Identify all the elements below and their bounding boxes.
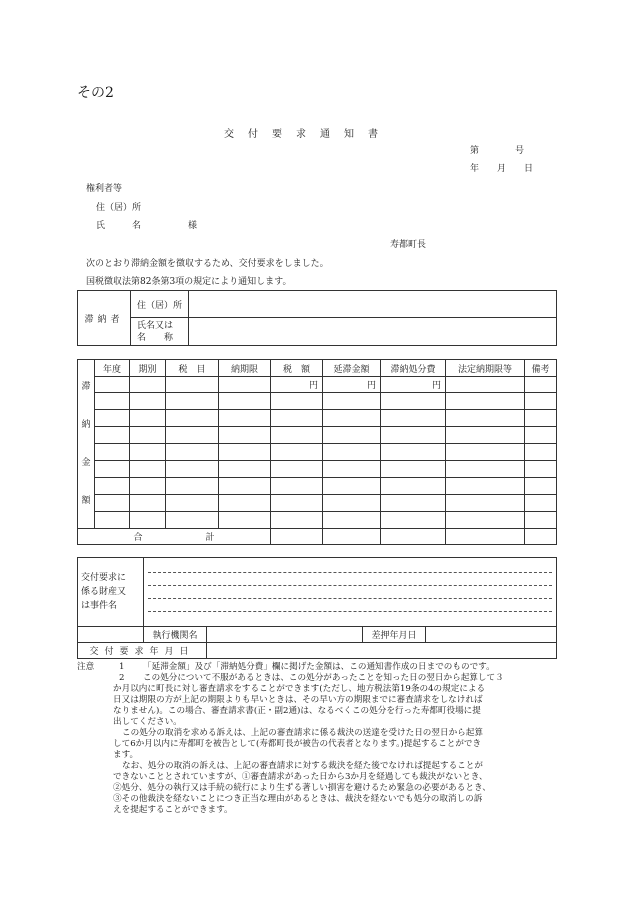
note-2-line-4: なりません)。この場合、審査請求書(正・副2通)は、なるべくこの処分を行った寿都町役場に提 — [113, 706, 481, 716]
document-date: 年 月 日 — [470, 164, 534, 174]
property-lines — [144, 558, 557, 627]
note-4-line-3: ②処分、処分の執行又は手続の続行により生ずる著しい損害を避けるため緊急の必要があるとき、 — [113, 783, 491, 793]
table-row — [78, 393, 557, 410]
unit-yen: 円 — [323, 377, 381, 393]
taxpayer-name-value — [189, 318, 557, 346]
col-tax-amount: 税 額 — [271, 360, 323, 377]
document-number: 第 号 — [470, 146, 525, 156]
note-3-line-1: この処分の取消を求める訴えは、上記の審査請求に係る裁決の送達を受けた日の翌日から起算 — [122, 728, 483, 738]
seizure-date-value — [426, 627, 557, 643]
col-period: 期別 — [130, 360, 166, 377]
amounts-side-label: 滞 納 金 額 — [78, 360, 95, 529]
amounts-table — [77, 359, 557, 545]
note-3-line-2: して6か月以内に寿都町を被告として(寿都町長が被告の代表者となります。)提起することができ — [113, 739, 482, 749]
agency-label: 執行機関名 — [144, 627, 207, 643]
body-text-2: 国税徴収法第82条第3項の規定により通知します。 — [86, 277, 292, 287]
total-label: 合 計 — [78, 529, 271, 545]
note-1: 「延滞金額」及び「滞納処分費」欄に掲げた金額は、この通知書作成の日までのものです。 — [143, 662, 495, 672]
body-text-1: 次のとおり滞納金額を徴収するため、交付要求をしました。 — [86, 259, 329, 269]
note-3-line-3: ます。 — [113, 750, 139, 760]
note-4-line-1: なお、処分の取消の訴えは、上記の審査請求に対する裁決を経た後でなければ提起することが — [122, 761, 483, 771]
request-date-label: 交付要求年月日 — [78, 643, 207, 659]
taxpayer-label: 滞納者 — [78, 291, 131, 346]
note-2-line-3: 日又は期限の方が上記の期限よりも早いときは、その早い方の期限までに審査請求をしなければ — [113, 695, 483, 705]
note-2-line-5: 出してください。 — [113, 717, 182, 727]
table-row — [78, 427, 557, 444]
honorific: 様 — [188, 221, 198, 231]
col-due-date: 納期限 — [219, 360, 271, 377]
rights-holder-label: 権利者等 — [86, 184, 123, 194]
taxpayer-address-value — [189, 291, 557, 318]
sender: 寿都町長 — [390, 240, 427, 250]
table-row — [78, 512, 557, 529]
note-2-number: 2 — [119, 673, 125, 683]
col-tax-item: 税 目 — [166, 360, 219, 377]
note-4-line-5: えを提起することができます。 — [113, 805, 233, 815]
address-label: 住（居）所 — [96, 203, 142, 213]
property-label: 交付要求に 係る財産又 は事件名 — [78, 558, 144, 627]
col-disposition-cost: 滞納処分費 — [381, 360, 446, 377]
agency-value — [207, 627, 363, 643]
note-1-number: 1 — [119, 662, 125, 672]
taxpayer-table — [77, 290, 557, 346]
col-year: 年度 — [95, 360, 130, 377]
unit-yen: 円 — [381, 377, 446, 393]
document-title: 交付要求通知書 — [224, 129, 392, 140]
col-legal-due-date: 法定納期限等 — [446, 360, 525, 377]
unit-yen: 円 — [271, 377, 323, 393]
property-table — [77, 557, 557, 659]
table-row — [78, 495, 557, 512]
note-2-line-1: この処分について不服があるときは、この処分があったことを知った日の翌日から起算して３ — [143, 673, 504, 683]
request-date-value — [207, 643, 557, 659]
seizure-date-label: 差押年月日 — [363, 627, 426, 643]
taxpayer-address-label: 住（居）所 — [131, 291, 189, 318]
col-remarks: 備考 — [525, 360, 557, 377]
table-row — [78, 410, 557, 427]
note-4-line-2: できないこととされていますが、①審査請求があった日から3か月を経過しても裁決がないとき、 — [113, 772, 488, 782]
col-late-fee: 延滞金額 — [323, 360, 381, 377]
name-label: 氏 名 — [96, 221, 142, 231]
table-row — [78, 478, 557, 495]
taxpayer-name-label: 氏名又は 名 称 — [131, 318, 189, 346]
table-row — [78, 444, 557, 461]
note-2-line-2: か月以内に町長に対し審査請求をすることができます(ただし、地方税法第19条の4の規定による — [113, 684, 486, 694]
table-row — [78, 461, 557, 478]
notes-head: 注意 — [77, 662, 95, 672]
form-number: その2 — [77, 85, 114, 101]
note-4-line-4: ③その他裁決を経ないことにつき正当な理由があるときは、裁決を経ないでも処分の取消しの訴 — [113, 794, 483, 804]
